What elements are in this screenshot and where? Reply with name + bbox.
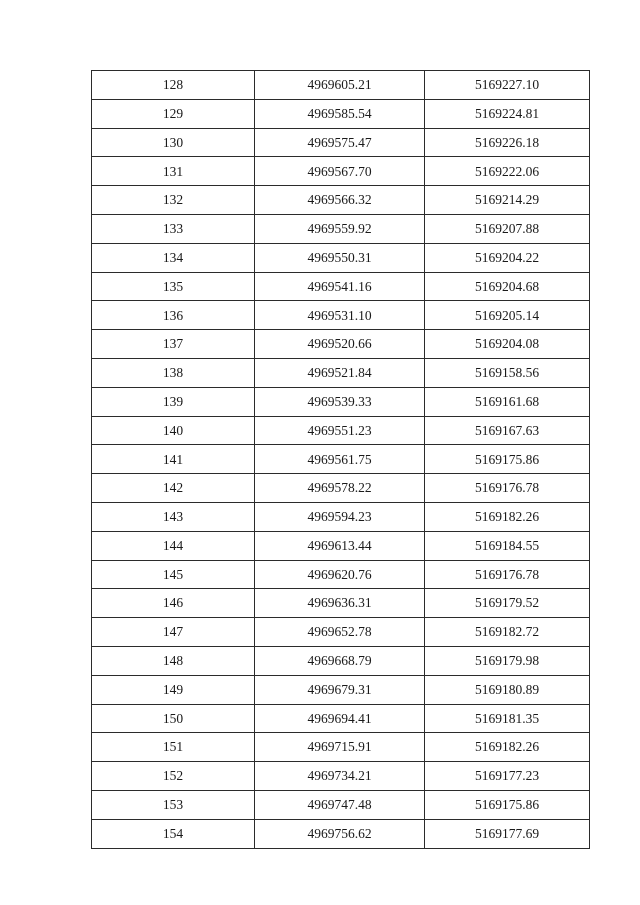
y-coordinate-cell: 5169175.86 (425, 445, 590, 474)
x-coordinate-cell: 4969561.75 (255, 445, 425, 474)
point-number-cell: 147 (92, 618, 255, 647)
point-number-cell: 154 (92, 819, 255, 848)
table-row (92, 157, 590, 186)
x-coordinate-cell: 4969620.76 (255, 560, 425, 589)
y-coordinate-cell: 5169222.06 (425, 157, 590, 186)
table-row (92, 301, 590, 330)
point-number-cell: 140 (92, 416, 255, 445)
point-number-cell: 146 (92, 589, 255, 618)
y-coordinate-cell: 5169180.89 (425, 675, 590, 704)
table-row (92, 99, 590, 128)
point-number-cell: 128 (92, 71, 255, 100)
y-coordinate-cell: 5169175.86 (425, 790, 590, 819)
x-coordinate-cell: 4969585.54 (255, 99, 425, 128)
x-coordinate-cell: 4969594.23 (255, 502, 425, 531)
table-row (92, 358, 590, 387)
table-row (92, 272, 590, 301)
point-number-cell: 152 (92, 762, 255, 791)
x-coordinate-cell: 4969559.92 (255, 214, 425, 243)
y-coordinate-cell: 5169204.08 (425, 330, 590, 359)
point-number-cell: 149 (92, 675, 255, 704)
table-row (92, 646, 590, 675)
x-coordinate-cell: 4969694.41 (255, 704, 425, 733)
y-coordinate-cell: 5169205.14 (425, 301, 590, 330)
x-coordinate-cell: 4969605.21 (255, 71, 425, 100)
point-number-cell: 131 (92, 157, 255, 186)
x-coordinate-cell: 4969668.79 (255, 646, 425, 675)
y-coordinate-cell: 5169227.10 (425, 71, 590, 100)
y-coordinate-cell: 5169204.22 (425, 243, 590, 272)
point-number-cell: 142 (92, 474, 255, 503)
point-number-cell: 133 (92, 214, 255, 243)
table-row (92, 704, 590, 733)
point-number-cell: 145 (92, 560, 255, 589)
y-coordinate-cell: 5169226.18 (425, 128, 590, 157)
table-row (92, 71, 590, 100)
point-number-cell: 132 (92, 186, 255, 215)
table-row (92, 186, 590, 215)
point-number-cell: 129 (92, 99, 255, 128)
table-row (92, 762, 590, 791)
x-coordinate-cell: 4969550.31 (255, 243, 425, 272)
x-coordinate-cell: 4969551.23 (255, 416, 425, 445)
y-coordinate-cell: 5169177.23 (425, 762, 590, 791)
table-row (92, 790, 590, 819)
y-coordinate-cell: 5169161.68 (425, 387, 590, 416)
table-row (92, 502, 590, 531)
point-number-cell: 136 (92, 301, 255, 330)
y-coordinate-cell: 5169167.63 (425, 416, 590, 445)
y-coordinate-cell: 5169182.72 (425, 618, 590, 647)
y-coordinate-cell: 5169179.98 (425, 646, 590, 675)
y-coordinate-cell: 5169176.78 (425, 474, 590, 503)
x-coordinate-cell: 4969567.70 (255, 157, 425, 186)
table-row (92, 474, 590, 503)
x-coordinate-cell: 4969520.66 (255, 330, 425, 359)
point-number-cell: 135 (92, 272, 255, 301)
table-row (92, 589, 590, 618)
table-row (92, 128, 590, 157)
table-row (92, 560, 590, 589)
point-number-cell: 134 (92, 243, 255, 272)
coordinate-table-body (92, 71, 590, 849)
point-number-cell: 153 (92, 790, 255, 819)
y-coordinate-cell: 5169184.55 (425, 531, 590, 560)
x-coordinate-cell: 4969756.62 (255, 819, 425, 848)
x-coordinate-cell: 4969715.91 (255, 733, 425, 762)
point-number-cell: 150 (92, 704, 255, 733)
y-coordinate-cell: 5169181.35 (425, 704, 590, 733)
table-row (92, 618, 590, 647)
table-row (92, 819, 590, 848)
table-row (92, 330, 590, 359)
x-coordinate-cell: 4969679.31 (255, 675, 425, 704)
x-coordinate-cell: 4969521.84 (255, 358, 425, 387)
point-number-cell: 148 (92, 646, 255, 675)
point-number-cell: 130 (92, 128, 255, 157)
point-number-cell: 141 (92, 445, 255, 474)
x-coordinate-cell: 4969539.33 (255, 387, 425, 416)
point-number-cell: 137 (92, 330, 255, 359)
x-coordinate-cell: 4969652.78 (255, 618, 425, 647)
table-row (92, 531, 590, 560)
x-coordinate-cell: 4969578.22 (255, 474, 425, 503)
x-coordinate-cell: 4969541.16 (255, 272, 425, 301)
point-number-cell: 144 (92, 531, 255, 560)
point-number-cell: 138 (92, 358, 255, 387)
y-coordinate-cell: 5169179.52 (425, 589, 590, 618)
y-coordinate-cell: 5169182.26 (425, 733, 590, 762)
x-coordinate-cell: 4969747.48 (255, 790, 425, 819)
x-coordinate-cell: 4969575.47 (255, 128, 425, 157)
x-coordinate-cell: 4969613.44 (255, 531, 425, 560)
y-coordinate-cell: 5169207.88 (425, 214, 590, 243)
point-number-cell: 143 (92, 502, 255, 531)
y-coordinate-cell: 5169224.81 (425, 99, 590, 128)
y-coordinate-cell: 5169176.78 (425, 560, 590, 589)
y-coordinate-cell: 5169158.56 (425, 358, 590, 387)
x-coordinate-cell: 4969531.10 (255, 301, 425, 330)
table-row (92, 214, 590, 243)
table-row (92, 733, 590, 762)
x-coordinate-cell: 4969566.32 (255, 186, 425, 215)
point-number-cell: 139 (92, 387, 255, 416)
x-coordinate-cell: 4969734.21 (255, 762, 425, 791)
table-row (92, 675, 590, 704)
y-coordinate-cell: 5169182.26 (425, 502, 590, 531)
table-row (92, 445, 590, 474)
table-row (92, 416, 590, 445)
coordinate-table (91, 70, 590, 849)
y-coordinate-cell: 5169177.69 (425, 819, 590, 848)
y-coordinate-cell: 5169204.68 (425, 272, 590, 301)
table-row (92, 243, 590, 272)
table-row (92, 387, 590, 416)
x-coordinate-cell: 4969636.31 (255, 589, 425, 618)
point-number-cell: 151 (92, 733, 255, 762)
y-coordinate-cell: 5169214.29 (425, 186, 590, 215)
